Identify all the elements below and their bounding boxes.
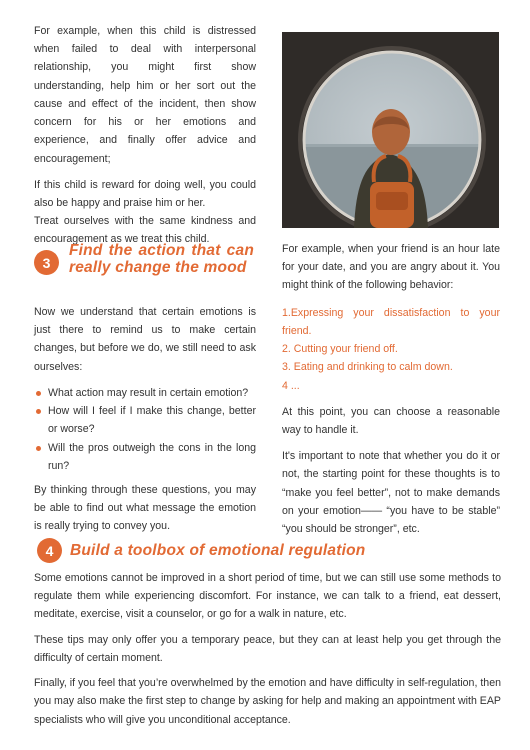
- section-3-heading: [34, 243, 256, 276]
- section-4-number-badge: 4: [37, 538, 62, 563]
- section-4-heading: [37, 538, 365, 563]
- example-paragraph: For example, when your friend is an hour late for your date, and you are angry about it. You might think of the following behavior:: [282, 243, 500, 292]
- section-3-title: Find the action that can really change the mood: [69, 242, 254, 276]
- behavior-item: 4 ...: [282, 379, 300, 392]
- behavior-list: [282, 304, 500, 395]
- intro-text-block: [34, 22, 256, 249]
- intro-paragraph-2-line-1: If this child is reward for doing well, you could also be happy and praise him or her.: [34, 178, 256, 209]
- section-4-title: Build a toolbox of emotional regulation: [70, 542, 366, 559]
- intro-paragraph-2-line-2: Treat ourselves with the same kindness and encouragement as we treat this child.: [34, 215, 256, 246]
- section-4-paragraph-3: Finally, if you feel that you’re overwhelmed by the emotion and have difficulty in self-regulation, then you may also make the first step to change by asking for help and making an appointment with EAP specialists who will give you unconditional acceptance.: [34, 677, 501, 726]
- example-choice-paragraph: At this point, you can choose a reasonable way to handle it.: [282, 405, 500, 436]
- section-4-paragraph-2: These tips may only offer you a temporary peace, but they can at least help you get through the difficulty of certain moment.: [34, 633, 501, 664]
- example-text-block: [282, 240, 500, 538]
- intro-paragraph-2: [34, 176, 256, 249]
- section-3-paragraph: Now we understand that certain emotions is just there to remind us to make certain changes, but before we do, we still need to ask ourselves:: [34, 306, 256, 373]
- porthole-photo-illustration: [282, 32, 499, 228]
- intro-paragraph-1: For example, when this child is distressed when failed to deal with interpersonal relationship, you might first show understanding, help him or her sort out the cause and effect of the incident, then show concern for his or her emotions and experience, and finally offer advice and encouragement;: [34, 25, 256, 165]
- question-item: Will the pros outweigh the cons in the long run?: [34, 439, 256, 475]
- section-3-question-list: [34, 384, 256, 475]
- behavior-item: 3. Eating and drinking to calm down.: [282, 361, 453, 374]
- section-3-body: [34, 303, 256, 536]
- example-note-paragraph: It's important to note that whether you do it or not, the starting point for these thoughts is to “make you feel better”, not to make demands on your emotion—— “you have to be stable” “you should be stronger”, etc.: [282, 450, 500, 536]
- section-4-body: [34, 569, 501, 729]
- behavior-item: 2. Cutting your friend off.: [282, 343, 398, 356]
- section-4-paragraph-1: Some emotions cannot be improved in a short period of time, but we can still use some methods to regulate them while experiencing discomfort. For instance, we can talk to a friend, eat dessert, meditate, exercise, visit a counselor, or go for a walk in nature, etc.: [34, 572, 501, 621]
- woman-with-backpack-photo: [282, 32, 499, 228]
- section-3-conclusion: By thinking through these questions, you may be able to find out what message the emotion is really trying to convey you.: [34, 483, 256, 533]
- section-3-number-badge: 3: [34, 250, 59, 275]
- question-item: How will I feel if I make this change, better or worse?: [34, 402, 256, 438]
- behavior-item: 1.Expressing your dissatisfaction to your friend.: [282, 306, 500, 337]
- question-item: What action may result in certain emotion?: [34, 384, 256, 402]
